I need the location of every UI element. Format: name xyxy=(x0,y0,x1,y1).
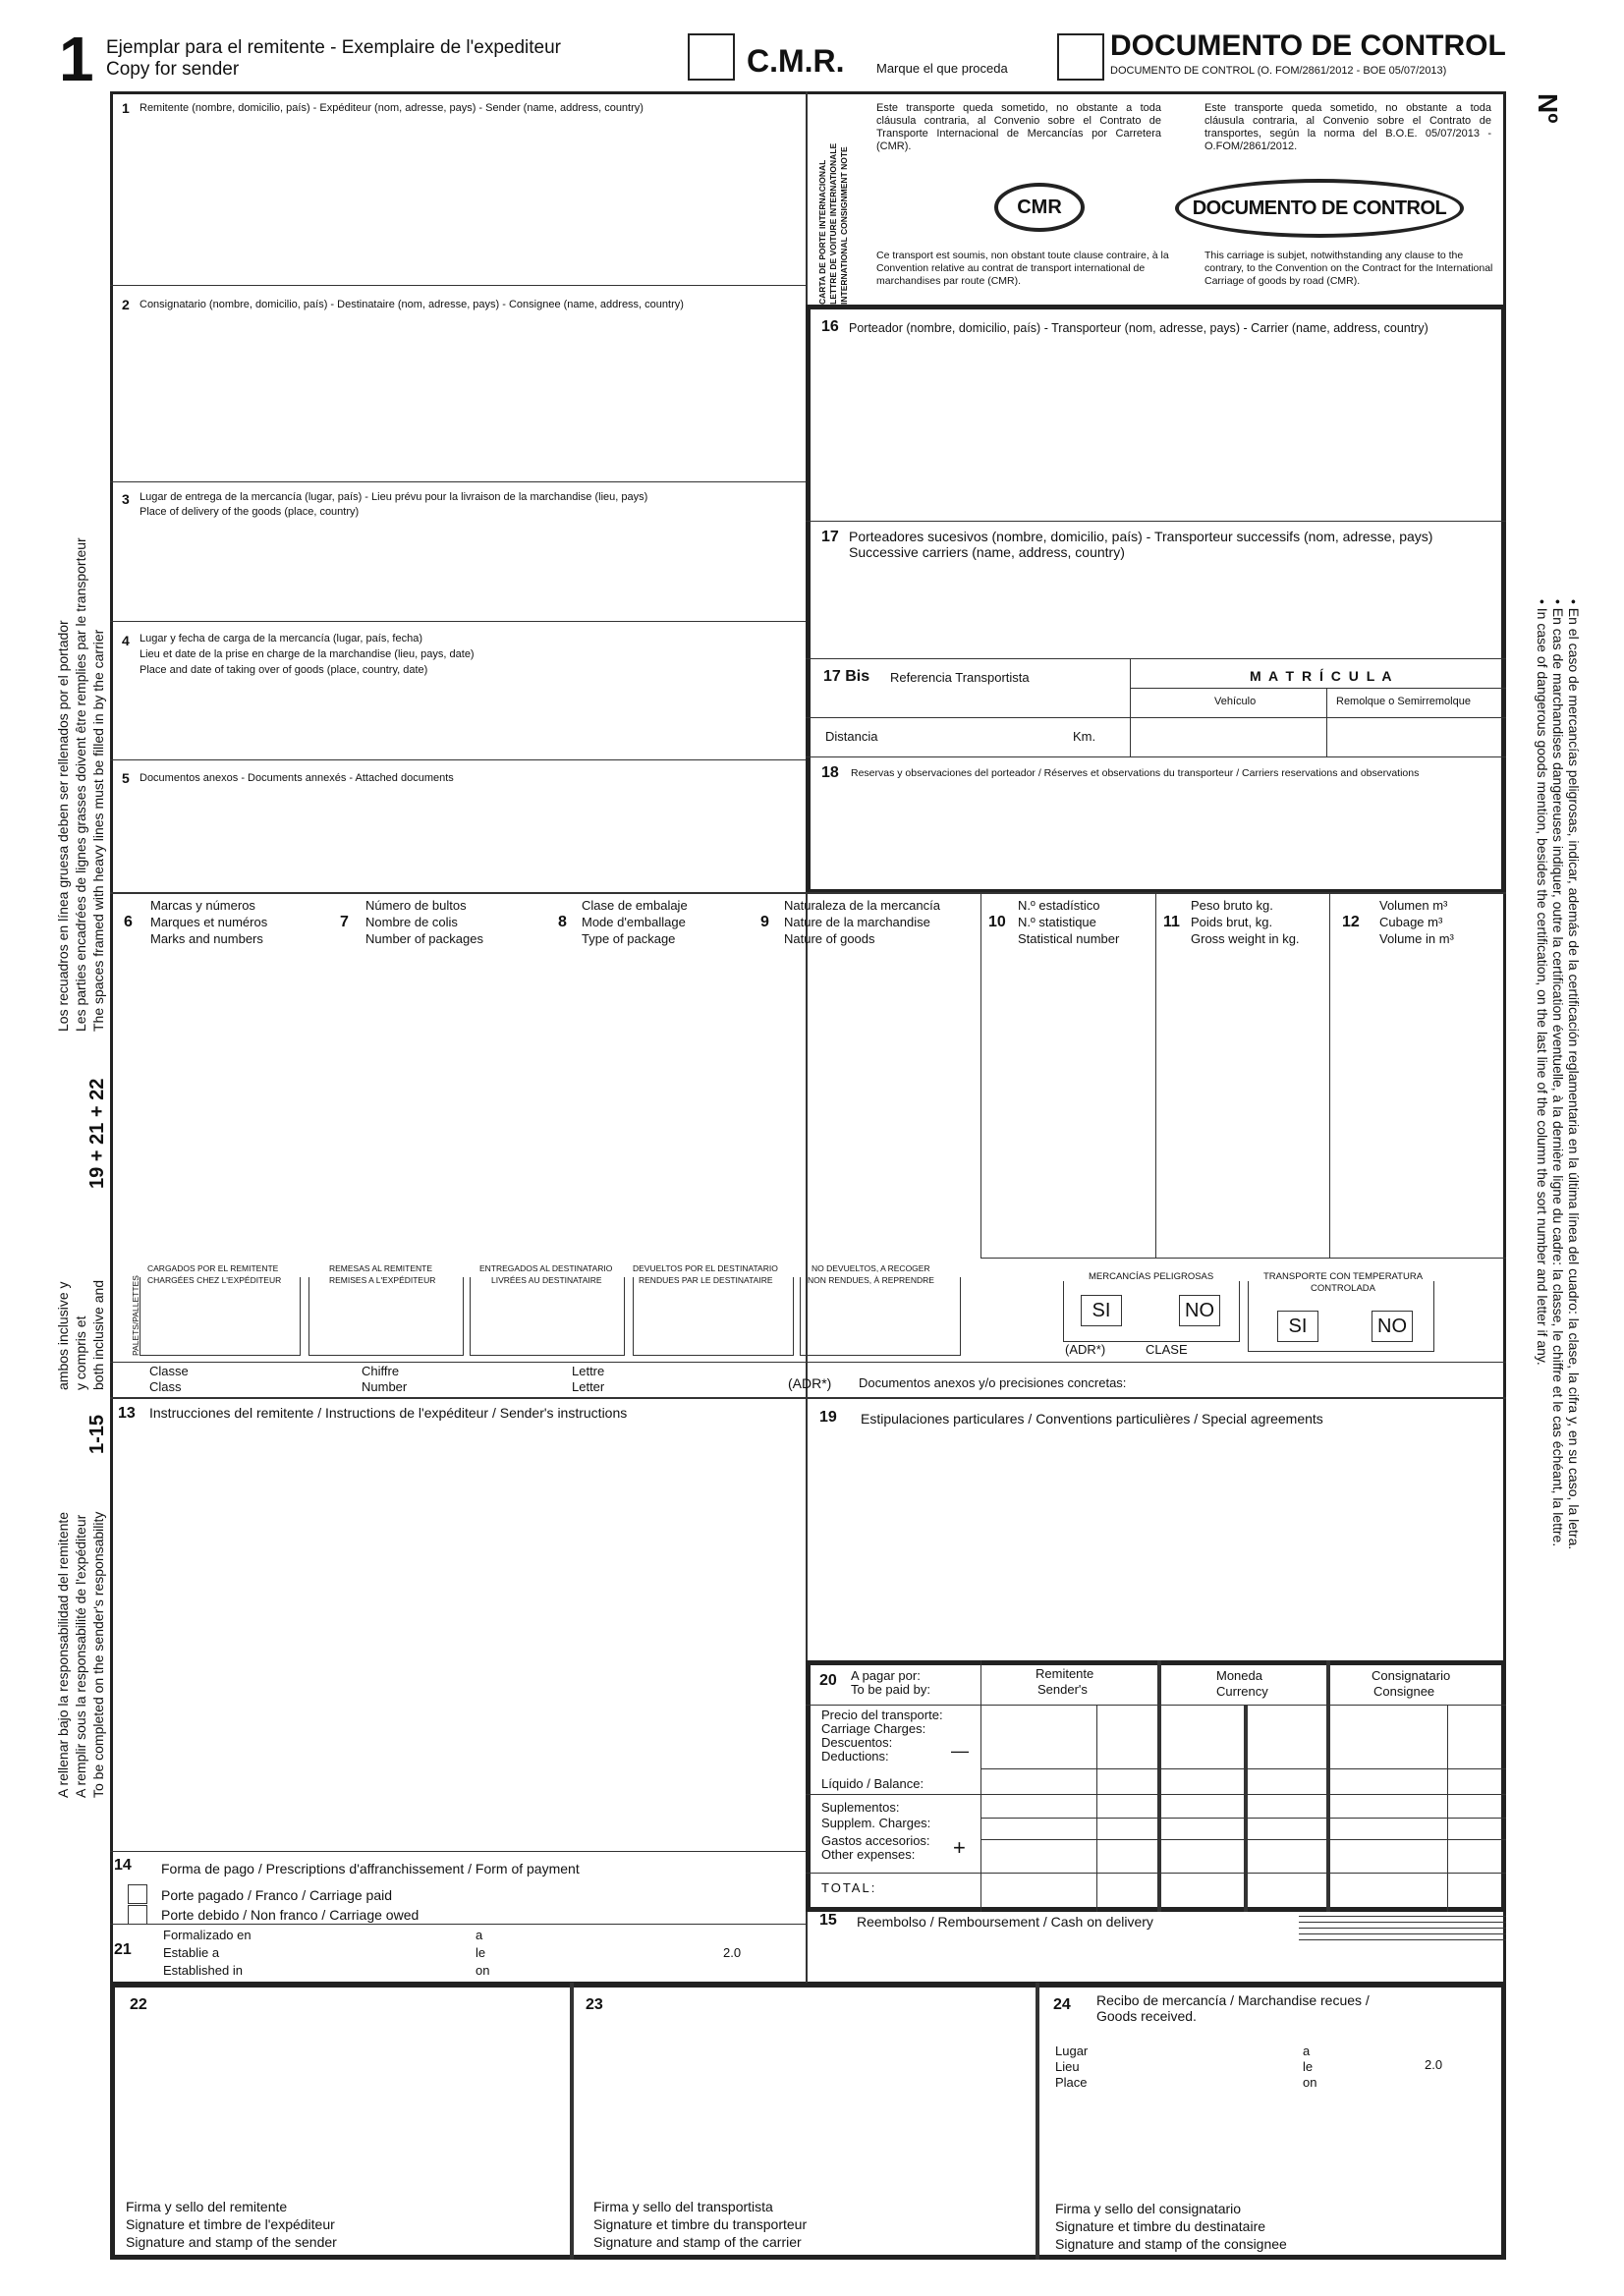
carriage-price-1: Precio del transporte: xyxy=(821,1708,943,1722)
doc-title: DOCUMENTO DE CONTROL xyxy=(1110,29,1506,62)
box-1-label: Remitente (nombre, domicilio, país) - Expéditeur (nom, adresse, pays) - Sender (name, address, country) xyxy=(140,102,644,114)
balance-label: Líquido / Balance: xyxy=(821,1776,924,1791)
divider xyxy=(980,1660,981,1912)
year-prefix: 2.0 xyxy=(723,1945,742,1960)
pallets-returned-sender-box[interactable] xyxy=(308,1277,464,1356)
carrier-sign-1: Firma y sello del transportista xyxy=(593,2199,773,2214)
divider xyxy=(1244,1705,1248,1912)
box-24-number: 24 xyxy=(1053,1996,1071,2013)
box-13-number: 13 xyxy=(118,1405,136,1422)
cmr-text-fr: Ce transport est soumis, non obstant toute clause contraire, à la Convention relative au contrat de transport international de marchandises par route (CMR). xyxy=(876,250,1169,287)
divider xyxy=(806,1794,1506,1795)
box-14-number: 14 xyxy=(114,1857,132,1874)
carriage-owed-checkbox[interactable] xyxy=(128,1905,147,1925)
pallets-loaded-l1: CARGADOS POR EL REMITENTE xyxy=(147,1263,279,1273)
pallets-loaded-l2: CHARGÉES CHEZ L'EXPÉDITEUR xyxy=(147,1275,282,1285)
copy-line-1: Ejemplar para el remitente - Exemplaire de l'expediteur xyxy=(106,37,562,58)
box-4-label-2: Lieu et date de la prise en charge de la marchandise (lieu, pays, date) xyxy=(140,648,475,660)
place-lieu: Lieu xyxy=(1055,2059,1080,2074)
col-12-number: 12 xyxy=(1342,914,1360,930)
divider xyxy=(1299,1922,1506,1923)
pallets-returned-consignee-l1: DEVUELTOS POR EL DESTINATARIO xyxy=(633,1263,778,1273)
col-11-label-1: Peso bruto kg. xyxy=(1191,898,1273,913)
place-place: Place xyxy=(1055,2075,1088,2090)
col-10-label-1: N.º estadístico xyxy=(1018,898,1100,913)
box-5-label: Documentos anexos - Documents annexés - Attached documents xyxy=(140,772,454,784)
right-note-1: • En el caso de mercancías peligrosas, indicar, además de la certificación reglamentaria en la última línea del cuadro: la clase, la cifra y, en su caso, la letra. xyxy=(1566,599,1582,1550)
box-22-number: 22 xyxy=(130,1996,147,2013)
class-row-lettre-1: Lettre xyxy=(572,1364,605,1378)
temp-yes-checkbox[interactable]: SI xyxy=(1277,1311,1318,1342)
box-15-label: Reembolso / Remboursement / Cash on delivery xyxy=(857,1914,1153,1930)
established-1: Formalizado en xyxy=(163,1928,252,1942)
margin-resp-2: A remplir sous la responsabilité de l'expéditeur xyxy=(73,1514,88,1798)
divider xyxy=(980,1768,1506,1769)
pallets-loaded-box[interactable] xyxy=(140,1277,301,1356)
consignee-header-2: Consignee xyxy=(1373,1684,1435,1699)
divider xyxy=(110,481,806,482)
cmr-label: C.M.R. xyxy=(747,43,845,79)
number-label: Nº xyxy=(1533,93,1563,124)
dangerous-no-checkbox[interactable]: NO xyxy=(1179,1295,1220,1326)
divider xyxy=(110,285,806,286)
pallets-not-returned-box[interactable] xyxy=(800,1277,961,1356)
right-note-2: • En cas de marchandises dangereuses indiquer, outre la certification éventuelle, à la dernière ligne du cadre: la classe, le chiffre et le cas échéant, la lettre. xyxy=(1550,599,1566,1547)
deductions-2: Deductions: xyxy=(821,1749,889,1764)
currency-header-2: Currency xyxy=(1216,1684,1268,1699)
copy-line-2: Copy for sender xyxy=(106,59,240,80)
deductions-1: Descuentos: xyxy=(821,1735,893,1750)
vertical-title-3: INTERNATIONAL CONSIGNMENT NOTE xyxy=(839,146,849,305)
attached-docs-detail: Documentos anexos y/o precisiones concretas: xyxy=(859,1375,1127,1390)
divider xyxy=(980,892,981,1258)
divider xyxy=(1157,1660,1161,1912)
supplements-2: Supplem. Charges: xyxy=(821,1816,931,1830)
margin-both-2: y compris et xyxy=(73,1316,88,1390)
other-expenses-1: Gastos accesorios: xyxy=(821,1833,930,1848)
mark-label: Marque el que proceda xyxy=(876,61,1008,76)
sender-sign-3: Signature and stamp of the sender xyxy=(126,2234,337,2250)
divider xyxy=(110,892,1506,894)
col-7-label-2: Nombre de colis xyxy=(365,915,458,929)
box-14-label: Forma de pago / Prescriptions d'affranchissement / Form of payment xyxy=(161,1861,580,1876)
col-8-label-2: Mode d'emballage xyxy=(582,915,686,929)
dc-text-es: Este transporte queda sometido, no obstante a toda cláusula contraria, al Convenio sobre el Contrato de transportes, según la norma del B.O.E. 05/07/2013 - O.FOM/2861/2012. xyxy=(1204,102,1491,152)
copy-number: 1 xyxy=(59,24,94,94)
box-16-number: 16 xyxy=(821,318,839,335)
plus-sign: + xyxy=(953,1835,966,1860)
pallets-delivered-l2: LIVRÉES AU DESTINATAIRE xyxy=(491,1275,602,1285)
adr-label: (ADR*) xyxy=(1065,1342,1106,1357)
box-4-label-3: Place and date of taking over of goods (place, country, date) xyxy=(140,664,428,676)
col-10-label-2: N.º statistique xyxy=(1018,915,1096,929)
divider xyxy=(1036,1983,1039,2260)
margin-line-3: The spaces framed with heavy lines must be filled in by the carrier xyxy=(90,629,106,1032)
divider xyxy=(806,521,1506,522)
col-6-number: 6 xyxy=(124,914,133,930)
col-11-label-3: Gross weight in kg. xyxy=(1191,931,1300,946)
place-lugar: Lugar xyxy=(1055,2044,1089,2058)
margin-range-1: 19 + 21 + 22 xyxy=(86,1078,108,1189)
box-17-number: 17 xyxy=(821,529,839,545)
cmr-logo: CMR xyxy=(994,183,1085,232)
col-6-label-2: Marques et numéros xyxy=(150,915,268,929)
col-10-number: 10 xyxy=(988,914,1006,930)
margin-range-2: 1-15 xyxy=(86,1414,108,1454)
temp-control-label-2: CONTROLADA xyxy=(1311,1283,1375,1294)
carriage-price-2: Carriage Charges: xyxy=(821,1721,926,1736)
col-12-label-2: Cubage m³ xyxy=(1379,915,1443,929)
divider xyxy=(1155,892,1156,1258)
class-row-chiffre-2: Number xyxy=(362,1379,408,1394)
pallets-returned-sender-l2: REMISES A L'EXPÉDITEUR xyxy=(329,1275,436,1285)
vertical-title-2: LETTRE DE VOITURE INTERNATIONALE xyxy=(828,142,838,305)
col-7-number: 7 xyxy=(340,914,349,930)
divider xyxy=(110,1924,806,1925)
km-label: Km. xyxy=(1073,729,1096,744)
consignee-sign-2: Signature et timbre du destinataire xyxy=(1055,2218,1266,2234)
carriage-paid-checkbox[interactable] xyxy=(128,1884,147,1904)
pallets-not-returned-l2: NON RENDUES, À REPRENDRE xyxy=(808,1275,934,1285)
temp-control-label-1: TRANSPORTE CON TEMPERATURA xyxy=(1263,1271,1424,1282)
divider xyxy=(1299,1928,1506,1929)
le-label: le xyxy=(476,1945,486,1960)
divider xyxy=(1096,1705,1097,1912)
temp-no-checkbox[interactable]: NO xyxy=(1372,1311,1413,1342)
divider xyxy=(570,1983,574,2260)
divider xyxy=(110,621,806,622)
col-8-number: 8 xyxy=(558,914,567,930)
box-4-label-1: Lugar y fecha de carga de la mercancía (lugar, país, fecha) xyxy=(140,633,422,644)
divider xyxy=(1299,1939,1506,1940)
divider xyxy=(110,759,806,760)
divider xyxy=(1130,688,1506,689)
box-24-label-1: Recibo de mercancía / Marchandise recues / xyxy=(1096,1992,1370,2008)
col-12-label-1: Volumen m³ xyxy=(1379,898,1448,913)
col-6-label-3: Marks and numbers xyxy=(150,931,263,946)
consignee-sign-1: Firma y sello del consignatario xyxy=(1055,2201,1242,2216)
carrier-sign-3: Signature and stamp of the carrier xyxy=(593,2234,802,2250)
on-label: on xyxy=(476,1963,490,1978)
receipt-le: le xyxy=(1303,2059,1314,2074)
box-16-label: Porteador (nombre, domicilio, país) - Transporteur (nom, adresse, pays) - Carrier (name, address, country) xyxy=(849,321,1428,335)
box-3-label-1: Lugar de entrega de la mercancía (lugar, país) - Lieu prévu pour la livraison de la marchandise (lieu, pays) xyxy=(140,491,648,503)
class-row-chiffre-1: Chiffre xyxy=(362,1364,400,1378)
col-6-label-1: Marcas y números xyxy=(150,898,255,913)
divider xyxy=(980,1839,1506,1840)
sender-header-1: Remitente xyxy=(1036,1666,1094,1681)
box-18-label: Reservas y observaciones del porteador / Réserves et observations du transporteur / Carriers reservations and observations xyxy=(851,767,1420,779)
cmr-text-es: Este transporte queda sometido, no obstante a toda cláusula contraria, al Convenio sobre el Contrato de Transporte Internacional de Mercancías por Carretera (CMR). xyxy=(876,102,1161,152)
cmr-checkbox[interactable] xyxy=(688,33,735,81)
divider xyxy=(1329,892,1330,1258)
dc-text-en: This carriage is subjet, notwithstanding any clause to the contrary, to the Convention on the Contract for the International Carriage of goods by road (CMR). xyxy=(1204,250,1493,287)
other-expenses-2: Other expenses: xyxy=(821,1847,916,1862)
divider xyxy=(1130,658,1131,756)
margin-line-2: Les parties encadrées de lignes grasses doivent être remplies par le transporteur xyxy=(73,537,88,1032)
col-9-label-1: Naturaleza de la mercancía xyxy=(784,898,940,913)
col-12-label-3: Volume in m³ xyxy=(1379,931,1454,946)
doc-subtitle: DOCUMENTO DE CONTROL (O. FOM/2861/2012 - BOE 05/07/2013) xyxy=(1110,65,1447,77)
carrier-reference-label: Referencia Transportista xyxy=(890,670,1030,685)
divider xyxy=(806,756,1506,757)
pallets-vertical-label: PALETS/PALLETTES xyxy=(131,1275,140,1356)
divider xyxy=(1326,1660,1330,1912)
consignee-header-1: Consignatario xyxy=(1372,1668,1451,1683)
box-13-label: Instrucciones del remitente / Instructions de l'expéditeur / Sender's instructions xyxy=(149,1405,628,1421)
divider xyxy=(1447,1705,1448,1912)
divider xyxy=(110,1362,1506,1363)
divider xyxy=(806,658,1506,659)
pallets-delivered-l1: ENTREGADOS AL DESTINATARIO xyxy=(479,1263,613,1273)
consignee-sign-3: Signature and stamp of the consignee xyxy=(1055,2236,1287,2252)
currency-header-1: Moneda xyxy=(1216,1668,1262,1683)
receipt-on: on xyxy=(1303,2075,1317,2090)
divider xyxy=(110,1851,806,1852)
divider xyxy=(1299,1933,1506,1934)
col-8-label-3: Type of package xyxy=(582,931,676,946)
box-18-number: 18 xyxy=(821,764,839,781)
divider xyxy=(806,1873,1506,1874)
total-label: TOTAL: xyxy=(821,1880,877,1895)
dangerous-goods-label: MERCANCÍAS PELIGROSAS xyxy=(1089,1271,1214,1282)
supplements-1: Suplementos: xyxy=(821,1800,900,1815)
box-17-label-1: Porteadores sucesivos (nombre, domicilio, país) - Transporteur successifs (nom, adresse, pays) xyxy=(849,529,1433,544)
class-row-lettre-2: Letter xyxy=(572,1379,605,1394)
class-row-classe-1: Classe xyxy=(149,1364,189,1378)
carriage-paid-label: Porte pagado / Franco / Carriage paid xyxy=(161,1887,393,1903)
dangerous-yes-checkbox[interactable]: SI xyxy=(1081,1295,1122,1326)
divider xyxy=(110,1397,1506,1399)
divider xyxy=(980,1258,1506,1259)
established-3: Established in xyxy=(163,1963,243,1978)
box-1-number: 1 xyxy=(122,100,130,116)
box-19-label: Estipulaciones particulares / Conventions particulières / Special agreements xyxy=(861,1411,1323,1427)
minus-sign: — xyxy=(951,1741,969,1761)
carrier-box xyxy=(806,305,1506,894)
col-11-number: 11 xyxy=(1163,914,1180,930)
box-19-number: 19 xyxy=(819,1409,837,1426)
margin-line-1: Los recuadros en línea gruesa deben ser rellenados por el portador xyxy=(55,620,71,1032)
col-10-label-3: Statistical number xyxy=(1018,931,1120,946)
divider xyxy=(1299,1916,1506,1917)
col-9-label-3: Nature of goods xyxy=(784,931,875,946)
col-7-label-3: Number of packages xyxy=(365,931,483,946)
vertical-title-1: CARTA DE PORTE INTERNACIONAL xyxy=(817,159,827,305)
box-20-label-1: A pagar por: xyxy=(851,1668,921,1683)
margin-both-3: both inclusive and xyxy=(90,1279,106,1390)
col-7-label-1: Número de bultos xyxy=(365,898,467,913)
col-11-label-2: Poids brut, kg. xyxy=(1191,915,1273,929)
pallets-returned-sender-l1: REMESAS AL REMITENTE xyxy=(329,1263,433,1273)
pallets-not-returned-l1: NO DEVUELTOS, A RECOGER xyxy=(812,1263,930,1273)
col-9-label-2: Nature de la marchandise xyxy=(784,915,930,929)
pallets-delivered-box[interactable] xyxy=(470,1277,625,1356)
pallets-returned-consignee-l2: RENDUES PAR LE DESTINATAIRE xyxy=(639,1275,773,1285)
trailer-label: Remolque o Semirremolque xyxy=(1336,696,1471,707)
box-5-number: 5 xyxy=(122,770,130,786)
box-20-label-2: To be paid by: xyxy=(851,1682,930,1697)
plate-title: M A T R Í C U L A xyxy=(1250,668,1394,684)
box-17bis-number: 17 Bis xyxy=(823,668,870,685)
right-note-3: • In case of dangerous goods mention, besides the certification, on the last line of the column the sort number and letter if any. xyxy=(1535,599,1550,1366)
distance-label: Distancia xyxy=(825,729,878,744)
box-4-number: 4 xyxy=(122,633,130,648)
col-8-label-1: Clase de embalaje xyxy=(582,898,688,913)
pallets-returned-consignee-box[interactable] xyxy=(633,1277,794,1356)
margin-resp-3: To be completed on the sender's responsability xyxy=(90,1511,106,1798)
sender-header-2: Sender's xyxy=(1037,1682,1088,1697)
box-3-label-2: Place of delivery of the goods (place, country) xyxy=(140,506,360,518)
divider xyxy=(806,717,1506,718)
class-label: CLASE xyxy=(1146,1342,1188,1357)
margin-resp-1: A rellenar bajo la responsabilidad del remitente xyxy=(55,1511,71,1798)
control-doc-checkbox[interactable] xyxy=(1057,33,1104,81)
margin-both-1: ambos inclusive y xyxy=(55,1281,71,1390)
box-2-label: Consignatario (nombre, domicilio, país) - Destinataire (nom, adresse, pays) - Consignee (name, address, country) xyxy=(140,299,684,310)
class-row-adr: (ADR*) xyxy=(788,1375,832,1391)
sender-sign-1: Firma y sello del remitente xyxy=(126,2199,288,2214)
box-21-number: 21 xyxy=(114,1941,132,1958)
carriage-owed-label: Porte debido / Non franco / Carriage owed xyxy=(161,1907,420,1923)
box-2-number: 2 xyxy=(122,297,130,312)
receipt-year: 2.0 xyxy=(1425,2057,1443,2072)
box-3-number: 3 xyxy=(122,491,130,507)
vehicle-label: Vehículo xyxy=(1214,696,1257,707)
control-doc-logo: DOCUMENTO DE CONTROL xyxy=(1175,179,1464,238)
box-24-label-2: Goods received. xyxy=(1096,2008,1197,2024)
box-23-number: 23 xyxy=(586,1996,603,2013)
box-20-number: 20 xyxy=(819,1672,837,1689)
divider xyxy=(1326,688,1327,756)
carrier-sign-2: Signature et timbre du transporteur xyxy=(593,2216,808,2232)
divider xyxy=(806,1705,1506,1706)
box-15-number: 15 xyxy=(819,1912,837,1929)
established-2: Establie a xyxy=(163,1945,220,1960)
col-9-number: 9 xyxy=(760,914,769,930)
box-17-label-2: Successive carriers (name, address, country) xyxy=(849,544,1125,560)
divider xyxy=(980,1818,1506,1819)
sender-sign-2: Signature et timbre de l'expéditeur xyxy=(126,2216,335,2232)
at-label: a xyxy=(476,1928,483,1942)
class-row-classe-2: Class xyxy=(149,1379,182,1394)
receipt-a: a xyxy=(1303,2044,1311,2058)
